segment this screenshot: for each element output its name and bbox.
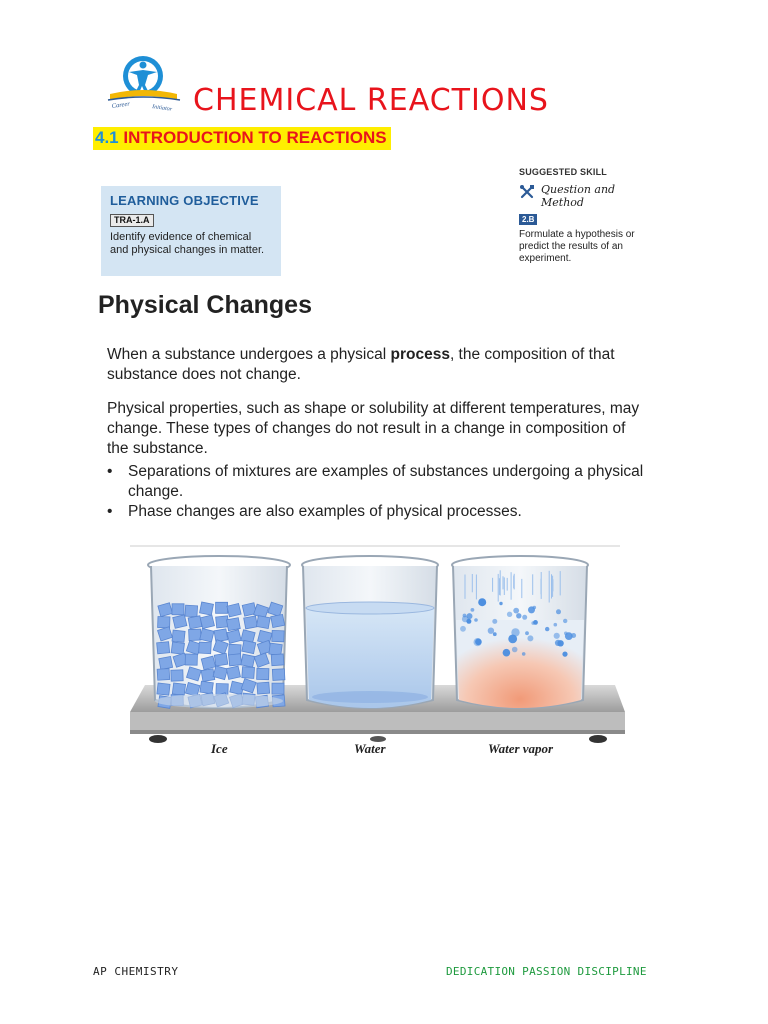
- bullet-marker: •: [107, 503, 113, 520]
- learning-objective-code: TRA-1.A: [110, 214, 154, 227]
- career-initiator-logo: [104, 50, 184, 118]
- footer-motto: DEDICATION PASSION DISCIPLINE: [446, 965, 647, 978]
- page-title: CHEMICAL REACTIONS: [193, 83, 549, 118]
- question-method-icon: [519, 184, 535, 200]
- content-heading: Physical Changes: [98, 291, 312, 319]
- paragraph-text: , the composition of that substance does not change.: [107, 346, 615, 383]
- beaker-ice: [148, 556, 290, 708]
- footer-course: AP CHEMISTRY: [93, 965, 179, 978]
- learning-objective-text: Identify evidence of chemical and physical changes in matter.: [110, 231, 265, 256]
- skill-text: Formulate a hypothesis or predict the results of an experiment.: [519, 229, 635, 264]
- caption-ice: Ice: [211, 741, 228, 756]
- skill-name-line2: Method: [541, 196, 584, 209]
- bullet-list: [107, 462, 647, 522]
- list-item-text: Phase changes are also examples of physical processes.: [128, 503, 522, 520]
- caption-water: Water: [354, 741, 386, 756]
- list-item: [107, 502, 647, 522]
- bold-term: process: [390, 346, 450, 363]
- suggested-skill: [519, 167, 659, 265]
- list-item: [107, 462, 647, 502]
- beaker-figure: [125, 540, 630, 765]
- beaker-vapor: [452, 556, 588, 708]
- section-title: INTRODUCTION TO REACTIONS: [123, 128, 387, 147]
- learning-objective-box: [101, 186, 281, 276]
- section-heading: [93, 127, 391, 150]
- skill-code-badge: 2.B: [519, 214, 537, 225]
- svg-text:Initiator: Initiator: [151, 104, 173, 113]
- svg-text:Career: Career: [111, 100, 131, 110]
- beaker-water: [302, 556, 438, 708]
- skill-name-line1: Question and: [541, 183, 616, 196]
- suggested-skill-heading: SUGGESTED SKILL: [519, 167, 608, 177]
- paragraph-properties: Physical properties, such as shape or solubility at different temperatures, may change. These types of changes do not result in a change in composition of the substance.: [107, 400, 640, 457]
- caption-water-vapor: Water vapor: [488, 741, 554, 756]
- paragraph-text: When a substance undergoes a physical: [107, 346, 391, 363]
- section-number: 4.1: [95, 128, 119, 147]
- learning-objective-heading: LEARNING OBJECTIVE: [110, 193, 259, 208]
- paragraph-composition: [107, 345, 647, 385]
- list-item-text: Separations of mixtures are examples of substances undergoing a physical change.: [128, 463, 644, 500]
- bullet-marker: •: [107, 463, 113, 480]
